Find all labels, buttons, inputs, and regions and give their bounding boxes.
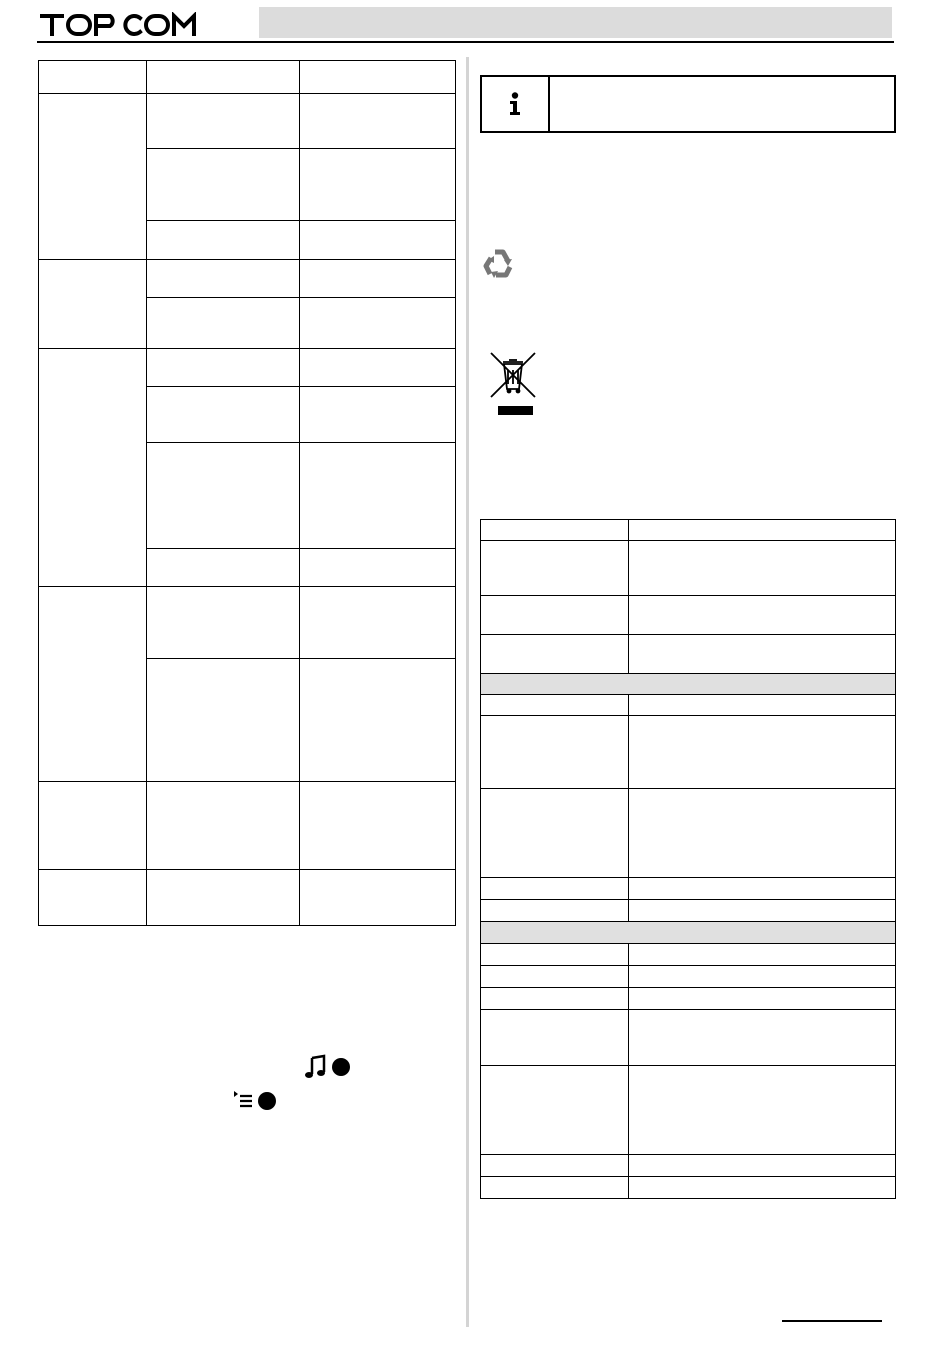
table-cell: [629, 900, 896, 922]
table-cell: [300, 659, 456, 782]
section-row: [481, 922, 896, 944]
table-row: [481, 878, 896, 900]
table-cell: [481, 988, 629, 1010]
table-cell: [147, 94, 300, 149]
table-cell: [629, 541, 896, 596]
table-cell: [300, 94, 456, 149]
table-cell: [147, 260, 300, 298]
section-header-cell: [481, 922, 896, 944]
table-cell: [481, 1155, 629, 1177]
table-cell: [39, 349, 147, 587]
table-cell: [300, 587, 456, 659]
table-cell: [300, 298, 456, 349]
footer-rule: [782, 1320, 882, 1322]
table-cell: [147, 782, 300, 870]
table-cell: [147, 149, 300, 221]
info-note-box: [480, 75, 896, 133]
table-cell: [629, 1066, 896, 1155]
table-cell: [481, 1066, 629, 1155]
music-note-icon: [304, 1054, 352, 1080]
table-cell: [147, 659, 300, 782]
table-cell: [481, 695, 629, 716]
table-cell: [300, 61, 456, 94]
table-cell: [629, 1177, 896, 1199]
table-cell: [147, 221, 300, 260]
table-cell: [39, 94, 147, 260]
table-cell: [629, 944, 896, 966]
table-cell: [481, 520, 629, 541]
table-row: [39, 94, 456, 149]
table-cell: [629, 966, 896, 988]
info-icon: [482, 77, 550, 131]
table-cell: [300, 387, 456, 443]
table-row: [481, 966, 896, 988]
table-cell: [629, 789, 896, 878]
table-cell: [300, 870, 456, 926]
table-row: [481, 1066, 896, 1155]
table-cell: [481, 1177, 629, 1199]
header-title-bar: [259, 7, 892, 38]
table-cell: [629, 878, 896, 900]
table-cell: [39, 61, 147, 94]
section-header-cell: [481, 674, 896, 695]
table-cell: [300, 260, 456, 298]
table-row: [39, 349, 456, 387]
table-cell: [300, 549, 456, 587]
specifications-table: [480, 519, 896, 1199]
table-cell: [147, 61, 300, 94]
section-row: [481, 674, 896, 695]
table-row: [481, 900, 896, 922]
recycle-icon: [481, 246, 517, 282]
table-row: [481, 635, 896, 674]
table-cell: [39, 587, 147, 782]
table-cell: [481, 716, 629, 789]
table-row: [481, 789, 896, 878]
table-row: [39, 260, 456, 298]
table-cell: [629, 520, 896, 541]
table-row: [39, 782, 456, 870]
menu-list-icon: [233, 1089, 279, 1113]
table-cell: [629, 716, 896, 789]
table-cell: [300, 443, 456, 549]
table-cell: [481, 541, 629, 596]
table-cell: [300, 149, 456, 221]
table-cell: [481, 635, 629, 674]
table-row: [481, 988, 896, 1010]
table-cell: [481, 878, 629, 900]
table-row: [481, 944, 896, 966]
table-cell: [147, 387, 300, 443]
troubleshooting-table: [38, 60, 456, 926]
table-cell: [147, 349, 300, 387]
table-cell: [300, 349, 456, 387]
table-cell: [481, 966, 629, 988]
table-cell: [39, 870, 147, 926]
topcom-logo: [40, 12, 200, 38]
table-cell: [481, 1010, 629, 1066]
table-cell: [39, 782, 147, 870]
table-cell: [39, 260, 147, 349]
table-cell: [481, 900, 629, 922]
table-cell: [147, 549, 300, 587]
table-cell: [147, 443, 300, 549]
table-cell: [481, 789, 629, 878]
table-row: [481, 1155, 896, 1177]
table-cell: [629, 596, 896, 635]
table-cell: [481, 944, 629, 966]
table-row: [481, 716, 896, 789]
table-cell: [629, 1010, 896, 1066]
table-cell: [147, 587, 300, 659]
table-row: [481, 520, 896, 541]
table-cell: [300, 782, 456, 870]
table-row: [481, 1010, 896, 1066]
table-cell: [147, 298, 300, 349]
table-row: [481, 596, 896, 635]
table-cell: [300, 221, 456, 260]
table-cell: [629, 988, 896, 1010]
table-row: [481, 695, 896, 716]
table-row: [481, 1177, 896, 1199]
table-cell: [629, 635, 896, 674]
crossed-out-bin-icon: [489, 351, 537, 419]
table-cell: [147, 870, 300, 926]
table-cell: [629, 695, 896, 716]
table-row: [39, 870, 456, 926]
table-cell: [629, 1155, 896, 1177]
column-divider: [466, 57, 469, 1327]
table-row: [481, 541, 896, 596]
table-cell: [481, 596, 629, 635]
table-row: [39, 587, 456, 659]
table-header-row: [39, 61, 456, 94]
header-rule: [37, 41, 894, 43]
info-note-text: [550, 77, 894, 131]
